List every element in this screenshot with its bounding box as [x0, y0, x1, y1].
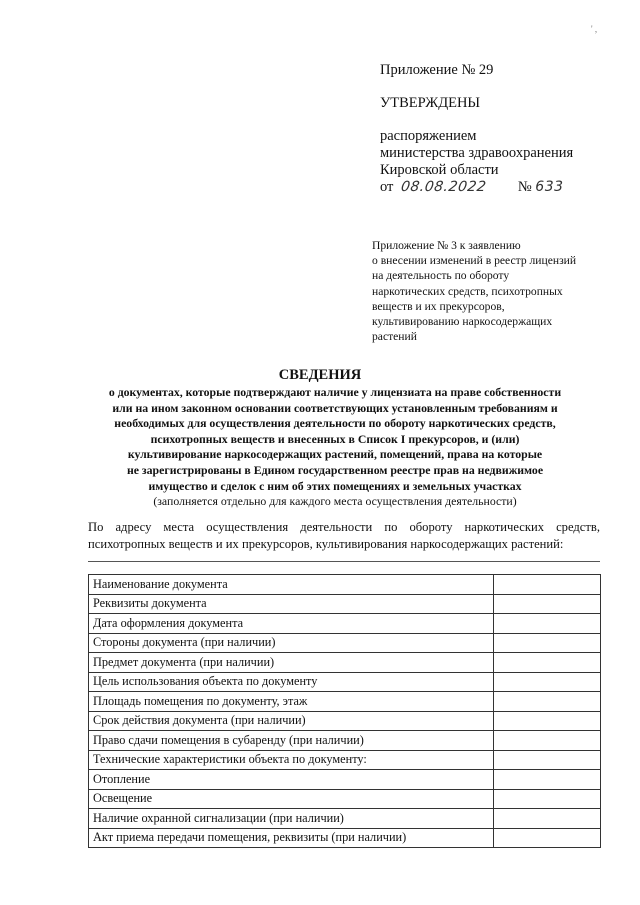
subtitle-line: культивирование наркосодержащих растений, помещений, права на которые [127, 447, 543, 462]
row-label: Реквизиты документа [89, 594, 494, 614]
address-fill-line[interactable] [88, 561, 600, 562]
application-appendix-note [372, 238, 604, 344]
row-value-cell[interactable] [494, 770, 601, 790]
number-label: № [517, 179, 532, 195]
row-label: Право сдачи помещения в субаренду (при наличии) [89, 731, 494, 751]
row-label: Технические характеристики объекта по документу: [89, 750, 494, 770]
appendix-number: Приложение № 29 [380, 62, 494, 78]
appendix-line: Приложение № 3 к заявлению [372, 239, 521, 252]
subtitle-line: о документах, которые подтверждают наличие у лицензиата на праве собственности [108, 385, 562, 399]
row-value-cell[interactable] [494, 614, 601, 634]
row-value-cell[interactable] [494, 575, 601, 595]
subtitle-line: или на ином законном основании соответствующих установленным требованиям и [112, 400, 558, 415]
row-value-cell[interactable] [494, 789, 601, 809]
appendix-line: о внесении изменений в реестр лицензий [372, 254, 577, 268]
address-paragraph [88, 519, 600, 553]
table-row [89, 614, 601, 634]
address-line-2: психотропных веществ и их прекурсоров, культивирования наркосодержащих растений: [88, 537, 564, 551]
from-label: от [380, 179, 394, 195]
order-date-number [380, 179, 573, 196]
row-value-cell[interactable] [494, 653, 601, 673]
row-label: Дата оформления документа [89, 614, 494, 634]
approval-block [380, 62, 573, 196]
handwritten-date: 08.08.2022 [399, 179, 488, 195]
scan-artifact-mark: ' , [591, 24, 598, 34]
row-label: Акт приема передачи помещения, реквизиты (при наличии) [89, 828, 494, 848]
row-label: Площадь помещения по документу, этаж [89, 692, 494, 712]
row-label: Наименование документа [89, 575, 494, 595]
row-value-cell[interactable] [494, 731, 601, 751]
document-title: СВЕДЕНИЯ [278, 367, 362, 383]
appendix-line: на деятельность по обороту [372, 269, 510, 283]
fill-note: (заполняется отдельно для каждого места осуществления деятельности) [153, 494, 517, 509]
document-subtitle [70, 385, 600, 510]
table-row [89, 828, 601, 848]
table-row [89, 731, 601, 751]
table-row [89, 789, 601, 809]
order-line-3: Кировской области [380, 162, 499, 178]
subtitle-line: не зарегистрированы в Едином государственном реестре прав на недвижимое [126, 462, 544, 477]
table-row [89, 594, 601, 614]
row-value-cell[interactable] [494, 750, 601, 770]
row-value-cell[interactable] [494, 672, 601, 692]
row-value-cell[interactable] [494, 633, 601, 653]
table-row [89, 692, 601, 712]
row-value-cell[interactable] [494, 809, 601, 829]
row-label: Стороны документа (при наличии) [89, 633, 494, 653]
table-row [89, 653, 601, 673]
appendix-line: растений [372, 330, 417, 344]
row-label: Наличие охранной сигнализации (при наличии) [89, 809, 494, 829]
row-label: Освещение [89, 789, 494, 809]
subtitle-line: психотропных веществ и внесенных в Список I прекурсоров, и (или) [150, 431, 520, 446]
table-row [89, 770, 601, 790]
row-value-cell[interactable] [494, 828, 601, 848]
row-label: Отопление [89, 770, 494, 790]
table-row [89, 750, 601, 770]
appendix-line: наркотических средств, психотропных [372, 284, 563, 298]
table-row [89, 633, 601, 653]
documents-table [88, 574, 601, 848]
row-label: Предмет документа (при наличии) [89, 653, 494, 673]
row-label: Срок действия документа (при наличии) [89, 711, 494, 731]
row-value-cell[interactable] [494, 692, 601, 712]
order-line-1: распоряжением [380, 128, 477, 144]
appendix-line: веществ и их прекурсоров, [372, 299, 505, 313]
handwritten-number: 633 [535, 179, 564, 195]
address-line-1: По адресу места осуществления деятельности по обороту наркотических средств, [88, 520, 600, 534]
row-label: Цель использования объекта по документу [89, 672, 494, 692]
row-value-cell[interactable] [494, 711, 601, 731]
subtitle-line: необходимых для осуществления деятельности по обороту наркотических средств, [114, 416, 556, 431]
order-line-2: министерства здравоохранения [380, 145, 574, 161]
table-row [89, 672, 601, 692]
approved-label: УТВЕРЖДЕНЫ [380, 95, 481, 111]
row-value-cell[interactable] [494, 594, 601, 614]
table-row [89, 575, 601, 595]
subtitle-line: имущество и сделок с ним об этих помещениях и земельных участках [148, 478, 522, 493]
appendix-line: культивированию наркосодержащих [372, 315, 553, 329]
table-row [89, 809, 601, 829]
table-row [89, 711, 601, 731]
